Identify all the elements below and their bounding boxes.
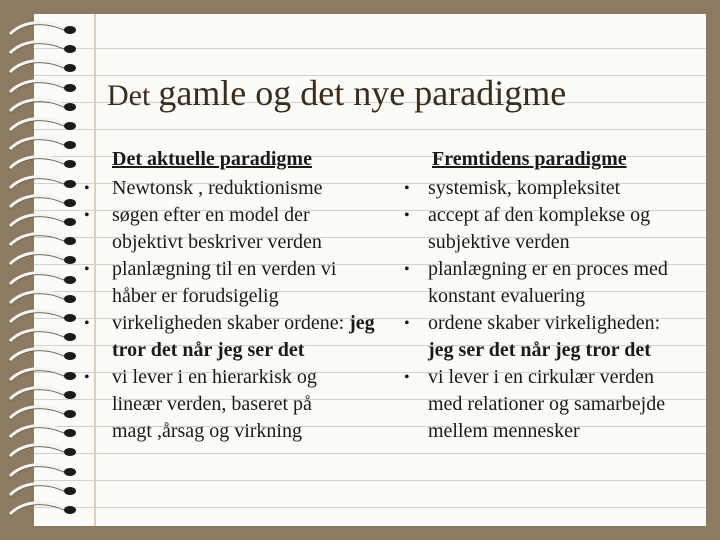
list-item bbox=[84, 364, 404, 445]
bullet-icon: • bbox=[84, 369, 90, 386]
binding-ring-icon bbox=[6, 152, 80, 172]
bullet-icon: • bbox=[404, 261, 410, 278]
binding-ring-icon bbox=[6, 18, 80, 38]
item-bold-text: jeg tror det når jeg ser det bbox=[112, 312, 375, 361]
future-paradigm-heading: Fremtidens paradigme bbox=[432, 148, 627, 170]
binding-ring-icon bbox=[6, 248, 80, 268]
binding-ring-icon bbox=[6, 402, 80, 422]
title-main: gamle og det nye paradigme bbox=[158, 73, 567, 113]
binding-ring-icon bbox=[6, 421, 80, 441]
current-paradigm-list bbox=[84, 175, 404, 445]
current-paradigm-heading: Det aktuelle paradigme bbox=[112, 148, 312, 170]
slide-title bbox=[107, 72, 566, 114]
binding-ring-icon bbox=[6, 287, 80, 307]
binding-ring-icon bbox=[6, 133, 80, 153]
bullet-icon: • bbox=[404, 369, 410, 386]
bullet-icon: • bbox=[84, 261, 90, 278]
binding-ring-icon bbox=[6, 76, 80, 96]
item-bold-text: jeg ser det når jeg tror det bbox=[428, 339, 651, 361]
binding-ring-icon bbox=[6, 306, 80, 326]
binding-ring-icon bbox=[6, 364, 80, 384]
binding-ring-icon bbox=[6, 37, 80, 57]
binding-ring-icon bbox=[6, 191, 80, 211]
list-item bbox=[404, 364, 714, 445]
list-item bbox=[404, 310, 714, 364]
binding-ring-icon bbox=[6, 440, 80, 460]
binding-ring-icon bbox=[6, 172, 80, 192]
binding-ring-icon bbox=[6, 325, 80, 345]
bullet-icon: • bbox=[84, 315, 90, 332]
binding-ring-icon bbox=[6, 95, 80, 115]
list-item bbox=[404, 175, 714, 202]
list-item bbox=[84, 310, 404, 364]
binding-ring-icon bbox=[6, 268, 80, 288]
binding-ring-icon bbox=[6, 56, 80, 76]
bullet-icon: • bbox=[404, 315, 410, 332]
item-text: Newtonsk , reduktionisme bbox=[112, 177, 323, 199]
binding-ring-icon bbox=[6, 460, 80, 480]
future-paradigm-list bbox=[404, 175, 714, 445]
bullet-icon: • bbox=[84, 180, 90, 197]
title-prefix: Det bbox=[107, 79, 151, 112]
spiral-binding bbox=[0, 18, 80, 528]
list-item bbox=[84, 202, 404, 256]
item-text: virkeligheden skaber ordene: bbox=[112, 312, 350, 334]
list-item bbox=[84, 175, 404, 202]
item-text: systemisk, kompleksitet bbox=[428, 177, 621, 199]
bullet-icon: • bbox=[404, 207, 410, 224]
bullet-icon: • bbox=[404, 180, 410, 197]
binding-ring-icon bbox=[6, 383, 80, 403]
binding-ring-icon bbox=[6, 344, 80, 364]
item-text: ordene skaber virkeligheden: bbox=[428, 312, 661, 334]
binding-ring-icon bbox=[6, 498, 80, 518]
list-item bbox=[404, 256, 714, 310]
list-item bbox=[84, 256, 404, 310]
item-text: planlægning til en verden vi håber er forudsigelig bbox=[112, 258, 337, 307]
binding-ring-icon bbox=[6, 479, 80, 499]
item-text: søgen efter en model der objektivt beskriver verden bbox=[112, 204, 322, 253]
list-item bbox=[404, 202, 714, 256]
item-text: vi lever i en cirkulær verden med relationer og samarbejde mellem mennesker bbox=[428, 366, 666, 442]
current-paradigm-column bbox=[84, 146, 404, 445]
bullet-icon: • bbox=[84, 207, 90, 224]
item-text: vi lever i en hierarkisk og lineær verden, baseret på magt ,årsag og virkning bbox=[112, 366, 317, 442]
binding-ring-icon bbox=[6, 114, 80, 134]
binding-ring-icon bbox=[6, 210, 80, 230]
binding-ring-icon bbox=[6, 229, 80, 249]
future-paradigm-column bbox=[404, 146, 714, 445]
item-text: planlægning er en proces med konstant evaluering bbox=[428, 258, 668, 307]
item-text: accept af den komplekse og subjektive verden bbox=[428, 204, 651, 253]
